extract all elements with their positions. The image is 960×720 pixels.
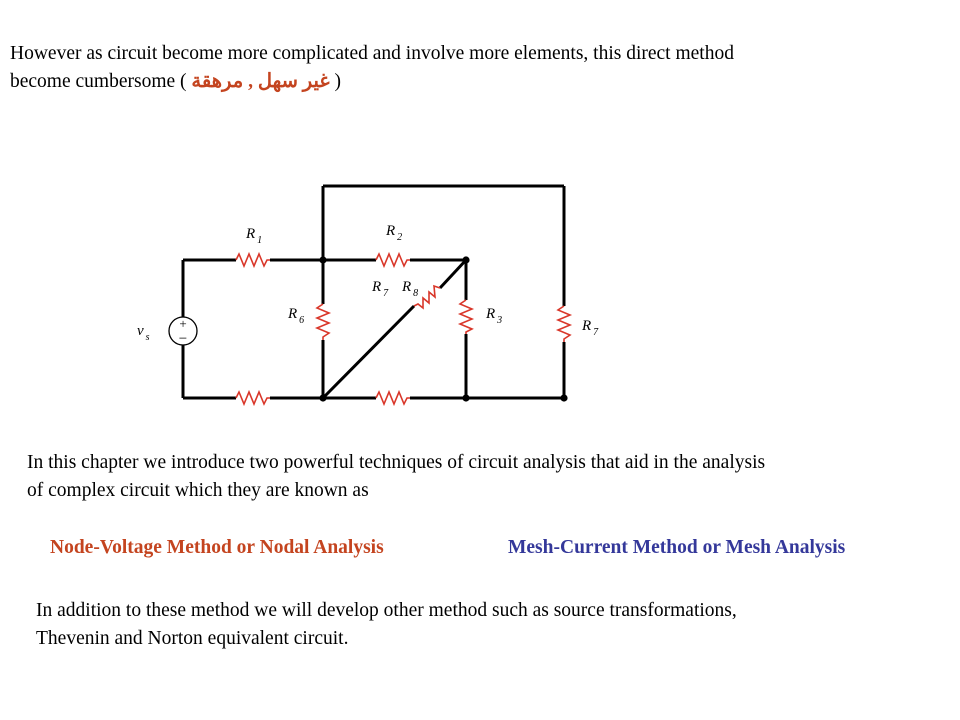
label-r7-right-index: 7 [593,327,599,338]
source-plus: + [179,316,187,331]
resistor-r7-right [558,306,570,342]
resistor-r2 [376,254,410,266]
label-r3 [485,306,502,326]
circuit-labels [137,223,599,343]
node [462,256,469,263]
intro-line-1: However as circuit become more complicated and involve more elements, this direct method [10,43,734,64]
source-symbol: v [137,323,144,339]
label-r6-letter: R [288,306,298,322]
label-r7-right [581,318,599,338]
label-r1-letter: R [246,226,256,242]
resistor-r6 [317,304,329,340]
addition-line-1: In addition to these method we will develop other method such as source transformations, [36,600,737,621]
node [462,394,469,401]
intro-line-2-end: ) [329,71,342,92]
label-r3-index: 3 [497,315,503,326]
label-r3-letter: R [486,306,496,322]
resistor-symbols [236,254,570,404]
mesh-analysis-title: Mesh-Current Method or Mesh Analysis [508,537,846,558]
label-r2 [385,223,402,243]
voltage-source [169,316,197,347]
label-r1-index: 1 [257,235,263,246]
resistor-bottom-left [236,392,270,404]
addition-line-2: Thevenin and Norton equivalent circuit. [36,628,349,649]
label-r8-letter: R [402,279,412,295]
label-r6 [287,306,304,326]
label-r1 [245,226,262,246]
label-r7-left-index: 7 [383,288,389,299]
label-r7-left-letter: R [372,279,382,295]
resistor-bottom-middle [376,392,410,404]
resistor-r1 [236,254,270,266]
resistor-r3 [460,300,472,334]
nodal-analysis-title: Node-Voltage Method or Nodal Analysis [50,537,384,558]
arabic-phrase: غير سهل , مرهقة [191,71,330,92]
source-subscript: s [145,332,150,343]
label-r7-left [371,279,389,299]
label-r2-index: 2 [397,232,403,243]
node [560,394,567,401]
source-minus: − [178,331,188,347]
node [319,394,326,401]
chapter-line-2: of complex circuit which they are known as [27,480,369,501]
intro-line-2-start: become cumbersome ( [10,71,192,92]
label-r6-index: 6 [299,315,305,326]
chapter-line-1: In this chapter we introduce two powerful techniques of circuit analysis that aid in the analysis [27,452,766,473]
wire [440,260,466,288]
label-r2-letter: R [386,223,396,239]
label-r7-right-letter: R [582,318,592,334]
label-r8 [401,279,418,299]
wire [323,306,414,398]
label-r8-index: 8 [413,288,419,299]
source-label [137,323,150,343]
circuit-nodes [319,256,567,401]
node [319,256,326,263]
